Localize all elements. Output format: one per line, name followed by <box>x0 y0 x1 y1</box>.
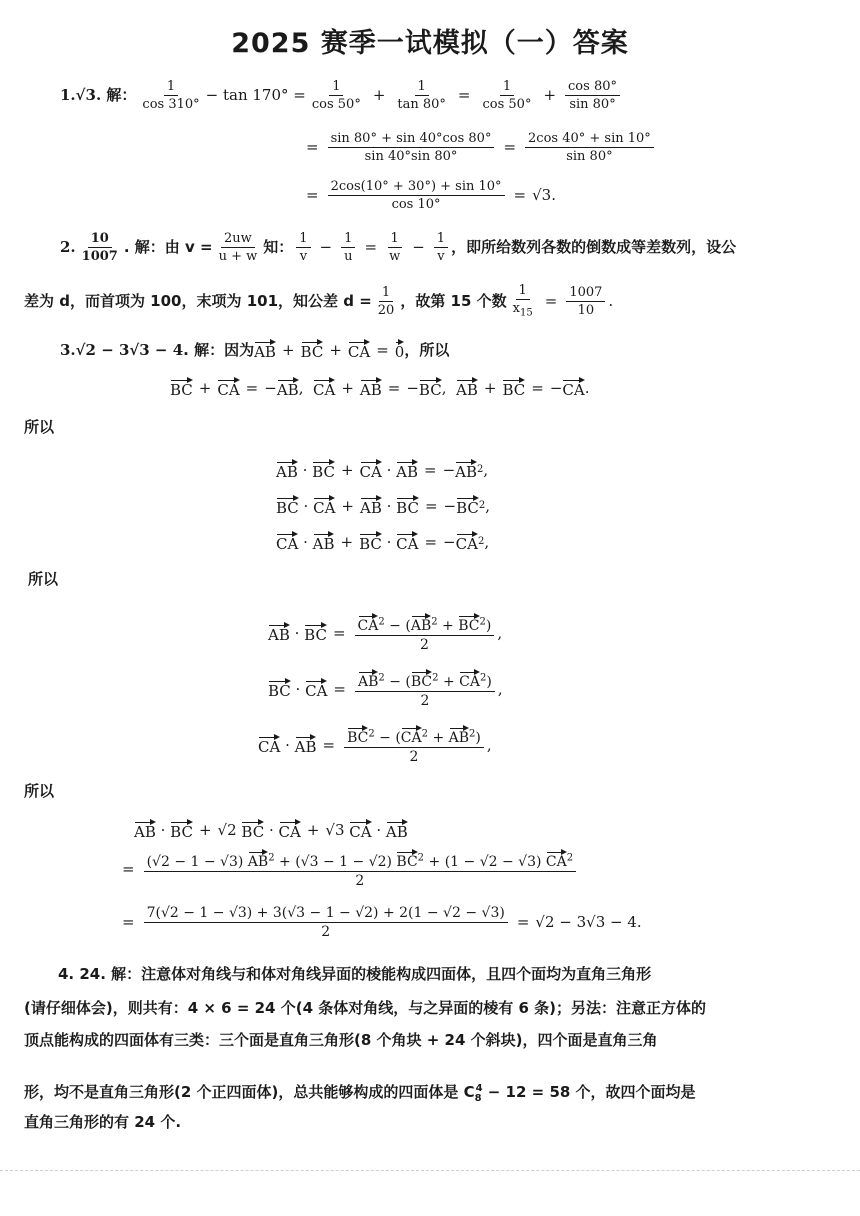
problem-2-answer: $\frac{10}{1007}$ <box>81 231 118 264</box>
problem-3-eq-a2: BC · CA + AB · BC = − BC 2 , <box>276 496 491 517</box>
problem-4-line-5: 直角三角形的有 24 个. <box>24 1113 182 1131</box>
problem-3-eq-c2: = $\frac{(√2 - 1 - √3) AB^2 + (√3 - 1 - √2) BC^2 + (1 - √2 - √3) CA^2}{2}$ <box>116 850 579 888</box>
problem-3-eq-b1: AB · BC = $\frac{CA^2 - (AB^2 + BC^2)}{2}$ , <box>268 614 502 652</box>
problem-3-line-1: 3. √2 − 3√3 − 4 . 解：因为 AB + BC + CA = 0 ，所以 <box>60 340 450 361</box>
problem-2-line-2: 差为 d，而首项为 100，末项为 101，知公差 d = $\frac{1}{20}$ ，故第 15 个数 $\frac{1}{x_{15}}$ = $\frac{1007}{10}$ . <box>24 283 614 319</box>
problem-3-eq-c1: AB · BC + √2 BC · CA + √3 CA · AB <box>134 820 408 841</box>
suoyi-2: 所以 <box>28 570 59 588</box>
problem-3-eq-b3: CA · AB = $\frac{BC^2 - (CA^2 + AB^2)}{2}$ , <box>258 726 492 764</box>
problem-2-label: 2. <box>60 238 76 256</box>
problem-3-eq-c3: = $\frac{7(√2 - 1 - √3) + 3(√3 - 1 - √2) + 2(1 - √2 - √3)}{2}$ = √2 − 3√3 − 4. <box>122 905 642 940</box>
problem-1-label: 1. <box>60 86 76 104</box>
problem-3-label: 3. <box>60 340 76 359</box>
problem-1-line-2: = $\frac{\sin 80^\circ + \sin 40^\circ\cos 80^\circ}{\sin 40^\circ\sin 80^\circ}$ = $\frac{2\cos 40^\circ + \sin 10^\circ}{\sin 80^\circ}$ <box>300 132 657 163</box>
problem-3-answer: √2 − 3√3 − 4 <box>75 340 184 359</box>
problem-3-eq-a1: AB · BC + CA · AB = − AB 2 , <box>276 460 489 481</box>
suoyi-3: 所以 <box>24 782 55 800</box>
problem-1-answer: √3 <box>75 86 96 104</box>
problem-4-line-1: 4. 24. 解：注意体对角线与和体对角线异面的棱能构成四面体，且四个面均为直角三角形 <box>58 965 652 983</box>
problem-3-eq-b2: BC · CA = $\frac{AB^2 - (BC^2 + CA^2)}{2}$ , <box>268 670 503 708</box>
problem-3-line-2: BC + CA = − AB , CA + AB = − BC , AB + BC = − CA . <box>170 378 590 399</box>
page-divider <box>0 1170 860 1171</box>
problem-1-line-3: = $\frac{2\cos(10^\circ + 30^\circ) + \sin 10^\circ}{\cos 10^\circ}$ = √3. <box>306 179 556 212</box>
page-title: 2025 赛季一试模拟（一）答案 <box>231 28 629 59</box>
problem-2-line-1: 2. $\frac{10}{1007}$ . 解：由 v = $\frac{2uw}{u + w}$ 知： $\frac{1}{v}$ − $\frac{1}{u}$ = $\frac{1}{w}$ − $\frac{1}{v}$ ，即所给数列各数的倒数成等差数列，设公 <box>60 231 737 264</box>
problem-4-line-4: 形，均不是直角三角形(2 个正四面体)，总共能够构成的四面体是 $C_8^4 - 12 = 58$ 个，故四个面均是 <box>24 1083 696 1104</box>
problem-4-line-3: 顶点能构成的四面体有三类：三个面是直角三角形(8 个角块 + 24 个斜块)，四个面是直角三角 <box>24 1031 658 1049</box>
problem-3-eq-a3: CA · AB + BC · CA = − CA 2 , <box>276 532 490 553</box>
problem-1-line-1: 1. √3 . 解： $\frac{1}{\cos 310^\circ}$ − tan 170° = $\frac{1}{\cos 50^\circ}$ + $\frac{1}{\tan 80^\circ}$ = $\frac{1}{\cos 50^\circ}$ + $\frac{\cos 80^\circ}{\sin 80^\circ}$ <box>60 80 623 111</box>
suoyi-1: 所以 <box>24 418 55 436</box>
problem-4-line-2: (请仔细体会)，则共有：4 × 6 = 24 个(4 条体对角线，与之异面的棱有 6 条)；另法：注意正方体的 <box>24 999 706 1017</box>
